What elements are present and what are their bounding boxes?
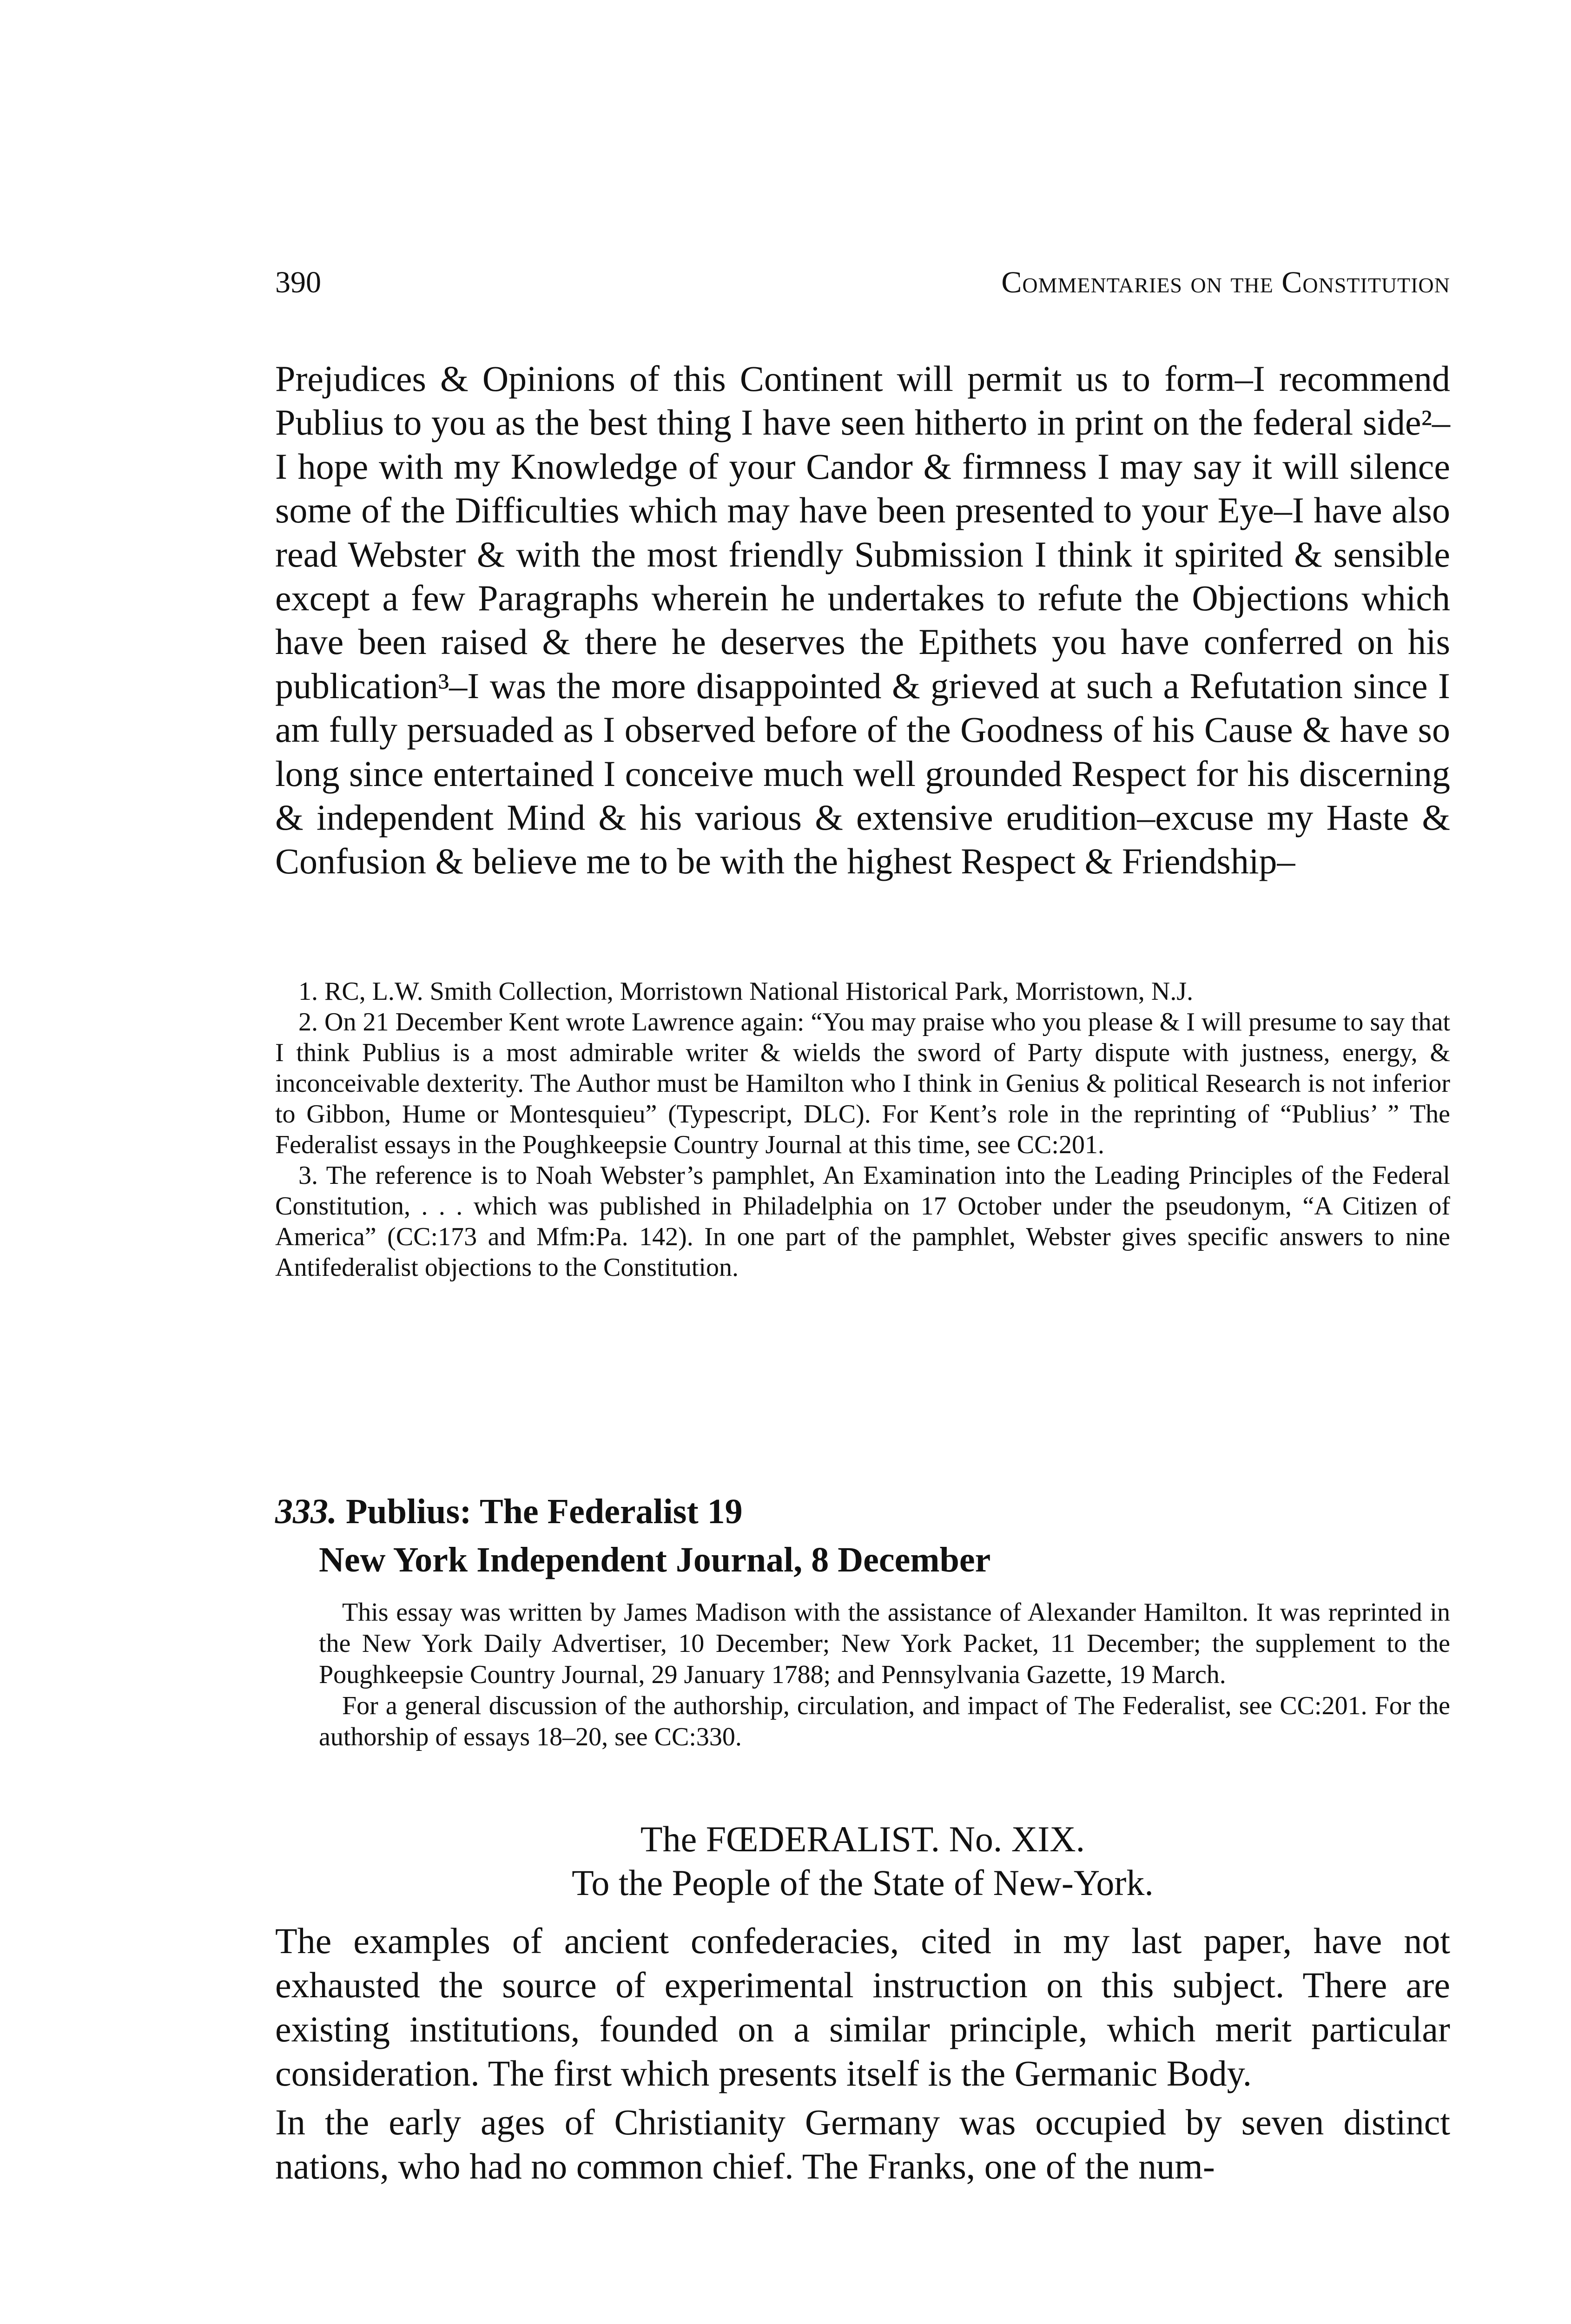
document-source: New York Independent Journal, 8 December <box>319 1540 991 1579</box>
letter-body-text: Prejudices & Opinions of this Continent will permit us to form–I recommend Publius to you as the best thing I have seen hitherto in print on the federal side²–I hope with my Knowledge of your Candor & firmness I may say it will silence some of the Difficulties which may have been presented to your Eye–I have also read Webster & with the most friendly Submission I think it spirited & sensible except a few Paragraphs wherein he undertakes to refute the Objections which have been raised & there he deserves the Epithets you have conferred on his publication³–I was the more disappointed & grieved at such a Refutation since I am fully persuaded as I observed before of the Goodness of his Cause & have so long since entertained I conceive much well grounded Respect for his discerning & independent Mind & his various & extensive erudition–excuse my Haste & Confusion & believe me to be with the highest Respect & Friendship– <box>275 358 1450 882</box>
page-number: 390 <box>275 265 321 299</box>
footnote-1: 1. RC, L.W. Smith Collection, Morristown National Historical Park, Morristown, N.J. <box>298 977 1194 1006</box>
document-heading <box>275 1487 1450 1584</box>
footnote-3: 3. The reference is to Noah Webster’s pamphlet, An Examination into the Leading Principles of the Federal Constitution, . . . which was published in Philadelphia on 17 October under the pseudonym, “A Citizen of America” (CC:173 and Mfm:Pa. 142). In one part of the pamphlet, Webster gives specific answers to nine Antifederalist objections to the Constitution. <box>275 1161 1450 1282</box>
intro-paragraph-2: For a general discussion of the authorship, circulation, and impact of The Federalist, see CC:201. For the authorship of essays 18–20, see CC:330. <box>319 1691 1450 1751</box>
essay-body <box>275 1919 1450 2188</box>
running-title: Commentaries on the Constitution <box>1001 265 1450 299</box>
footnote-2: 2. On 21 December Kent wrote Lawrence again: “You may praise who you please & I will presume to say that I think Publius is a most admirable writer & wields the sword of Party dispute with justness, energy, & inconceivable dexterity. The Author must be Hamilton who I think in Genius & political Research is not inferior to Gibbon, Hume or Montesquieu” (Typescript, DLC). For Kent’s role in the reprinting of “Publius’ ” The Federalist essays in the Poughkeepsie Country Journal at this time, see CC:201. <box>275 1008 1450 1159</box>
essay-title: The FŒDERALIST. No. XIX. <box>640 1819 1085 1859</box>
intro-paragraph-1: This essay was written by James Madison with the assistance of Alexander Hamilton. It was reprinted in the New York Daily Advertiser, 10 December; New York Packet, 11 December; the supplement to the Poughkeepsie Country Journal, 29 January 1788; and Pennsylvania Gazette, 19 March. <box>319 1598 1450 1689</box>
running-head <box>275 264 1450 301</box>
essay-paragraph-2: In the early ages of Christianity Germany was occupied by seven distinct nations, who had no common chief. The Franks, one of the num- <box>275 2102 1450 2186</box>
editorial-introduction <box>275 1597 1450 1753</box>
essay-paragraph-1: The examples of ancient confederacies, cited in my last paper, have not exhausted the source of experimental instruction on this subject. There are existing institutions, founded on a similar principle, which merit particular consideration. The first which presents itself is the Germanic Body. <box>275 1921 1450 2093</box>
document-number: 333. <box>275 1492 337 1531</box>
essay-address: To the People of the State of New-York. <box>572 1862 1154 1903</box>
footnotes <box>275 976 1450 1283</box>
document-heading-line-1 <box>275 1487 1450 1536</box>
document-title: Publius: The Federalist 19 <box>346 1492 743 1531</box>
essay-title-block <box>275 1817 1450 1905</box>
